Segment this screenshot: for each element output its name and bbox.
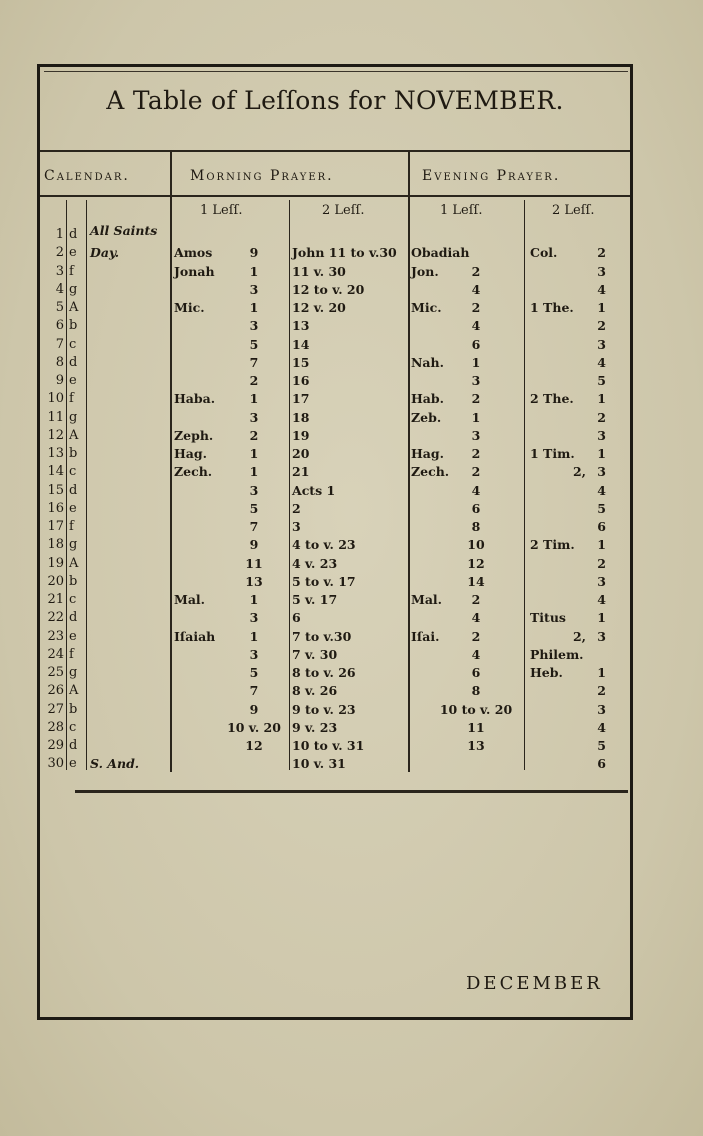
morning-second-lesson: 8 v. 26 xyxy=(292,683,338,699)
evening-first-chapter: 4 xyxy=(471,281,481,297)
dominical-letter: e xyxy=(69,245,77,261)
dominical-letter: c xyxy=(69,719,77,735)
dominical-letter: g xyxy=(69,409,78,425)
morning-first-book: Hag. xyxy=(174,446,208,461)
morning-second-lesson: 21 xyxy=(292,464,310,480)
morning-second-lesson: 5 v. 17 xyxy=(292,592,338,607)
evening-second-book: Col. xyxy=(530,245,558,261)
evening-second-chapter: 1 xyxy=(597,300,606,315)
day-number: 4 xyxy=(55,281,64,297)
dominical-letter: b xyxy=(69,573,78,589)
dominical-letter: b xyxy=(69,318,78,334)
dominical-letter: e xyxy=(69,373,77,388)
dominical-letter: f xyxy=(69,263,74,279)
rule-under-title xyxy=(40,150,630,152)
dominical-letter: A xyxy=(69,300,79,315)
evening-second-chapter: 6 xyxy=(597,756,606,772)
day-number: 20 xyxy=(47,573,64,589)
evening-first-chapter: 6 xyxy=(471,500,481,516)
evening-second-chapter: 3 xyxy=(597,336,606,352)
day-number: 13 xyxy=(47,446,64,461)
rule-bottom xyxy=(75,790,628,793)
evening-first-chapter: 13 xyxy=(467,738,485,753)
evening-second-chapter: 3 xyxy=(597,427,606,443)
dominical-letter: g xyxy=(69,665,78,680)
evening-first-chapter: 10 to v. 20 xyxy=(439,701,513,717)
evening-first-chapter: 2 xyxy=(471,263,481,279)
day-number: 12 xyxy=(47,427,64,443)
rule-under-headers xyxy=(40,195,630,197)
morning-first-chapter: 11 xyxy=(245,555,263,571)
evening-first-chapter: 3 xyxy=(471,373,481,388)
morning-second-lesson: 16 xyxy=(292,373,310,388)
catchword: DECEMBER xyxy=(466,973,603,994)
day-number: 10 xyxy=(47,391,64,407)
day-number: 18 xyxy=(47,537,64,553)
morning-first-chapter: 3 xyxy=(249,318,259,334)
morning-second-lesson: 9 v. 23 xyxy=(292,719,338,735)
header-evening-prayer: Evening Prayer. xyxy=(422,168,561,184)
evening-second-chapter: 1 xyxy=(597,391,606,407)
morning-first-chapter: 12 xyxy=(245,738,263,753)
day-number: 15 xyxy=(47,482,64,498)
morning-second-lesson: 11 v. 30 xyxy=(292,263,346,279)
morning-second-lesson: 6 xyxy=(292,610,301,626)
evening-second-chapter: 3 xyxy=(597,573,606,589)
morning-first-chapter: 2 xyxy=(249,427,259,443)
day-number: 7 xyxy=(55,336,64,352)
morning-first-chapter: 7 xyxy=(249,354,259,370)
morning-second-lesson: 4 v. 23 xyxy=(292,555,338,571)
morning-first-chapter: 1 xyxy=(249,391,259,407)
morning-first-book: Zech. xyxy=(174,464,213,480)
rule-v-letter xyxy=(86,200,87,770)
evening-first-chapter: 6 xyxy=(471,336,481,352)
morning-second-lesson: 14 xyxy=(292,336,310,352)
morning-first-chapter: 3 xyxy=(249,610,259,626)
morning-second-lesson: 10 v. 31 xyxy=(292,756,346,772)
morning-second-lesson: 15 xyxy=(292,354,310,370)
evening-second-book: 2, xyxy=(572,628,586,644)
dominical-letter: c xyxy=(69,464,77,480)
morning-first-chapter: 1 xyxy=(249,592,259,607)
morning-second-lesson: 2 xyxy=(292,500,301,516)
header-evening-second-lesson: 2 Leſſ. xyxy=(552,203,595,218)
evening-second-chapter: 3 xyxy=(597,263,606,279)
morning-second-lesson: 12 to v. 20 xyxy=(292,281,365,297)
evening-first-book: Zech. xyxy=(411,464,450,480)
evening-first-chapter: 2 xyxy=(471,300,481,315)
evening-first-chapter: 4 xyxy=(471,318,481,334)
morning-first-chapter: 5 xyxy=(249,500,259,516)
morning-first-book: Amos xyxy=(174,245,213,261)
top-rule xyxy=(44,71,628,72)
day-number: 17 xyxy=(47,519,64,534)
evening-second-chapter: 3 xyxy=(597,628,606,644)
evening-second-chapter: 2 xyxy=(597,318,606,334)
morning-second-lesson: 20 xyxy=(292,446,310,461)
morning-second-lesson: Acts 1 xyxy=(292,482,336,498)
header-calendar: Calendar. xyxy=(44,168,130,184)
morning-second-lesson: 13 xyxy=(292,318,310,334)
morning-first-chapter: 3 xyxy=(249,646,259,662)
evening-second-chapter: 2 xyxy=(597,245,606,261)
evening-second-chapter: 1 xyxy=(597,537,606,553)
holy-day: All Saints xyxy=(90,223,158,238)
day-number: 28 xyxy=(47,719,64,735)
evening-second-book: 1 The. xyxy=(530,300,574,315)
evening-second-book: 2 The. xyxy=(530,391,574,407)
day-number: 2 xyxy=(55,245,64,261)
evening-second-chapter: 2 xyxy=(597,555,606,571)
evening-first-book: Nah. xyxy=(411,354,444,370)
morning-first-chapter: 2 xyxy=(249,373,259,388)
evening-second-chapter: 1 xyxy=(597,610,606,626)
dominical-letter: c xyxy=(69,336,77,352)
morning-second-lesson: 10 to v. 31 xyxy=(292,738,365,753)
morning-first-chapter: 5 xyxy=(249,336,259,352)
morning-first-book: Jonah xyxy=(174,263,215,279)
morning-second-lesson: 5 to v. 17 xyxy=(292,573,356,589)
morning-second-lesson: 18 xyxy=(292,409,310,425)
evening-second-book: Titus xyxy=(530,610,566,626)
header-evening-first-lesson: 1 Leſſ. xyxy=(440,203,483,218)
evening-first-chapter: 1 xyxy=(471,354,481,370)
evening-first-chapter: 2 xyxy=(471,592,481,607)
evening-second-book: 2, xyxy=(572,464,586,480)
evening-second-chapter: 4 xyxy=(597,281,606,297)
dominical-letter: f xyxy=(69,519,74,534)
dominical-letter: b xyxy=(69,701,78,717)
evening-second-chapter: 4 xyxy=(597,719,606,735)
morning-first-chapter: 7 xyxy=(249,519,259,534)
header-morning-prayer: Morning Prayer. xyxy=(190,168,334,184)
day-number: 23 xyxy=(47,628,64,644)
evening-second-book: 1 Tim. xyxy=(530,446,575,461)
day-number: 29 xyxy=(47,738,64,753)
rule-v-num xyxy=(66,200,67,770)
morning-first-chapter: 3 xyxy=(249,482,259,498)
evening-first-chapter: 6 xyxy=(471,665,481,680)
evening-second-chapter: 1 xyxy=(597,665,606,680)
day-number: 25 xyxy=(47,665,64,680)
evening-first-chapter: 4 xyxy=(471,610,481,626)
day-number: 1 xyxy=(55,227,64,242)
evening-first-chapter: 3 xyxy=(471,427,481,443)
morning-first-chapter: 5 xyxy=(249,665,259,680)
evening-first-chapter: 2 xyxy=(471,464,481,480)
morning-first-book: Zeph. xyxy=(174,427,214,443)
morning-first-chapter: 1 xyxy=(249,446,259,461)
morning-first-chapter: 7 xyxy=(249,683,259,699)
morning-second-lesson: John 11 to v.30 xyxy=(292,245,397,261)
rule-v-morning xyxy=(408,152,410,772)
day-number: 26 xyxy=(47,683,64,699)
evening-second-chapter: 4 xyxy=(597,354,606,370)
evening-first-book: Obadiah xyxy=(411,245,470,261)
evening-second-chapter: 3 xyxy=(597,464,606,480)
evening-second-book: Heb. xyxy=(530,665,563,680)
day-number: 30 xyxy=(47,756,64,772)
evening-first-chapter: 10 xyxy=(467,537,485,553)
dominical-letter: A xyxy=(69,683,79,699)
morning-second-lesson: 19 xyxy=(292,427,310,443)
evening-second-book: 2 Tim. xyxy=(530,537,575,553)
morning-second-lesson: 7 v. 30 xyxy=(292,646,338,662)
morning-first-book: Mic. xyxy=(174,300,205,315)
evening-first-chapter: 8 xyxy=(471,683,481,699)
day-number: 21 xyxy=(47,592,64,607)
morning-second-lesson: 3 xyxy=(292,519,301,534)
evening-first-book: Iſai. xyxy=(411,628,440,644)
day-number: 14 xyxy=(47,464,64,480)
dominical-letter: g xyxy=(69,537,78,553)
dominical-letter: f xyxy=(69,646,74,662)
dominical-letter: d xyxy=(69,227,78,242)
evening-second-chapter: 4 xyxy=(597,592,606,607)
morning-first-chapter: 1 xyxy=(249,464,259,480)
evening-first-chapter: 12 xyxy=(467,555,485,571)
morning-first-book: Iſaiah xyxy=(174,628,216,644)
evening-first-chapter: 4 xyxy=(471,482,481,498)
morning-first-book: Mal. xyxy=(174,592,206,607)
holy-day: S. And. xyxy=(90,756,140,772)
dominical-letter: A xyxy=(69,427,79,443)
dominical-letter: d xyxy=(69,482,78,498)
evening-first-chapter: 2 xyxy=(471,446,481,461)
day-number: 24 xyxy=(47,646,64,662)
evening-second-chapter: 1 xyxy=(597,446,606,461)
holy-day: Day. xyxy=(90,245,120,261)
day-number: 8 xyxy=(55,354,64,370)
evening-first-chapter: 11 xyxy=(467,719,485,735)
day-number: 6 xyxy=(55,318,64,334)
header-morning-first-lesson: 1 Leſſ. xyxy=(200,203,243,218)
day-number: 9 xyxy=(55,373,64,388)
day-number: 5 xyxy=(55,300,64,315)
evening-second-book: Philem. xyxy=(530,646,584,662)
evening-second-chapter: 5 xyxy=(597,500,606,516)
dominical-letter: d xyxy=(69,610,78,626)
morning-second-lesson: 7 to v.30 xyxy=(292,628,352,644)
evening-second-chapter: 3 xyxy=(597,701,606,717)
dominical-letter: e xyxy=(69,628,77,644)
morning-first-chapter: 3 xyxy=(249,409,259,425)
morning-first-chapter: 3 xyxy=(249,281,259,297)
day-number: 19 xyxy=(47,555,64,571)
header-morning-second-lesson: 2 Leſſ. xyxy=(322,203,365,218)
dominical-letter: g xyxy=(69,281,78,297)
evening-first-book: Zeb. xyxy=(411,409,442,425)
morning-first-chapter: 1 xyxy=(249,300,259,315)
morning-first-chapter: 1 xyxy=(249,628,259,644)
dominical-letter: d xyxy=(69,354,78,370)
evening-first-chapter: 4 xyxy=(471,646,481,662)
morning-second-lesson: 12 v. 20 xyxy=(292,300,346,315)
dominical-letter: c xyxy=(69,592,77,607)
morning-first-chapter: 13 xyxy=(245,573,263,589)
morning-first-book: Haba. xyxy=(174,391,216,407)
morning-first-chapter: 9 xyxy=(249,245,259,261)
evening-first-chapter: 8 xyxy=(471,519,481,534)
evening-first-chapter: 2 xyxy=(471,391,481,407)
dominical-letter: d xyxy=(69,738,78,753)
evening-first-book: Jon. xyxy=(411,263,439,279)
morning-first-chapter: 9 xyxy=(249,701,259,717)
rule-v-calendar xyxy=(170,152,172,772)
day-number: 11 xyxy=(47,409,64,425)
dominical-letter: f xyxy=(69,391,74,407)
evening-first-book: Hab. xyxy=(411,391,445,407)
evening-second-chapter: 6 xyxy=(597,519,606,534)
dominical-letter: A xyxy=(69,555,79,571)
evening-first-chapter: 2 xyxy=(471,628,481,644)
morning-first-chapter: 9 xyxy=(249,537,259,553)
rule-v-e-split xyxy=(524,200,525,770)
morning-second-lesson: 9 to v. 23 xyxy=(292,701,356,717)
dominical-letter: e xyxy=(69,500,77,516)
evening-second-chapter: 4 xyxy=(597,482,606,498)
evening-second-chapter: 5 xyxy=(597,373,606,388)
page-title: A Table of Leſſons for NOVEMBER. xyxy=(106,86,564,115)
evening-second-chapter: 5 xyxy=(597,738,606,753)
morning-second-lesson: 4 to v. 23 xyxy=(292,537,356,553)
evening-first-book: Hag. xyxy=(411,446,445,461)
dominical-letter: b xyxy=(69,446,78,461)
morning-second-lesson: 17 xyxy=(292,391,310,407)
evening-second-chapter: 2 xyxy=(597,683,606,699)
evening-second-chapter: 2 xyxy=(597,409,606,425)
morning-first-chapter: 1 xyxy=(249,263,259,279)
rule-v-m-split xyxy=(289,200,290,770)
evening-first-book: Mal. xyxy=(411,592,443,607)
day-number: 22 xyxy=(47,610,64,626)
dominical-letter: e xyxy=(69,756,77,772)
evening-first-chapter: 1 xyxy=(471,409,481,425)
evening-first-book: Mic. xyxy=(411,300,442,315)
day-number: 3 xyxy=(55,263,64,279)
day-number: 16 xyxy=(47,500,64,516)
day-number: 27 xyxy=(47,701,64,717)
morning-second-lesson: 8 to v. 26 xyxy=(292,665,356,680)
evening-first-chapter: 14 xyxy=(467,573,485,589)
morning-first-chapter: 10 v. 20 xyxy=(227,719,281,735)
